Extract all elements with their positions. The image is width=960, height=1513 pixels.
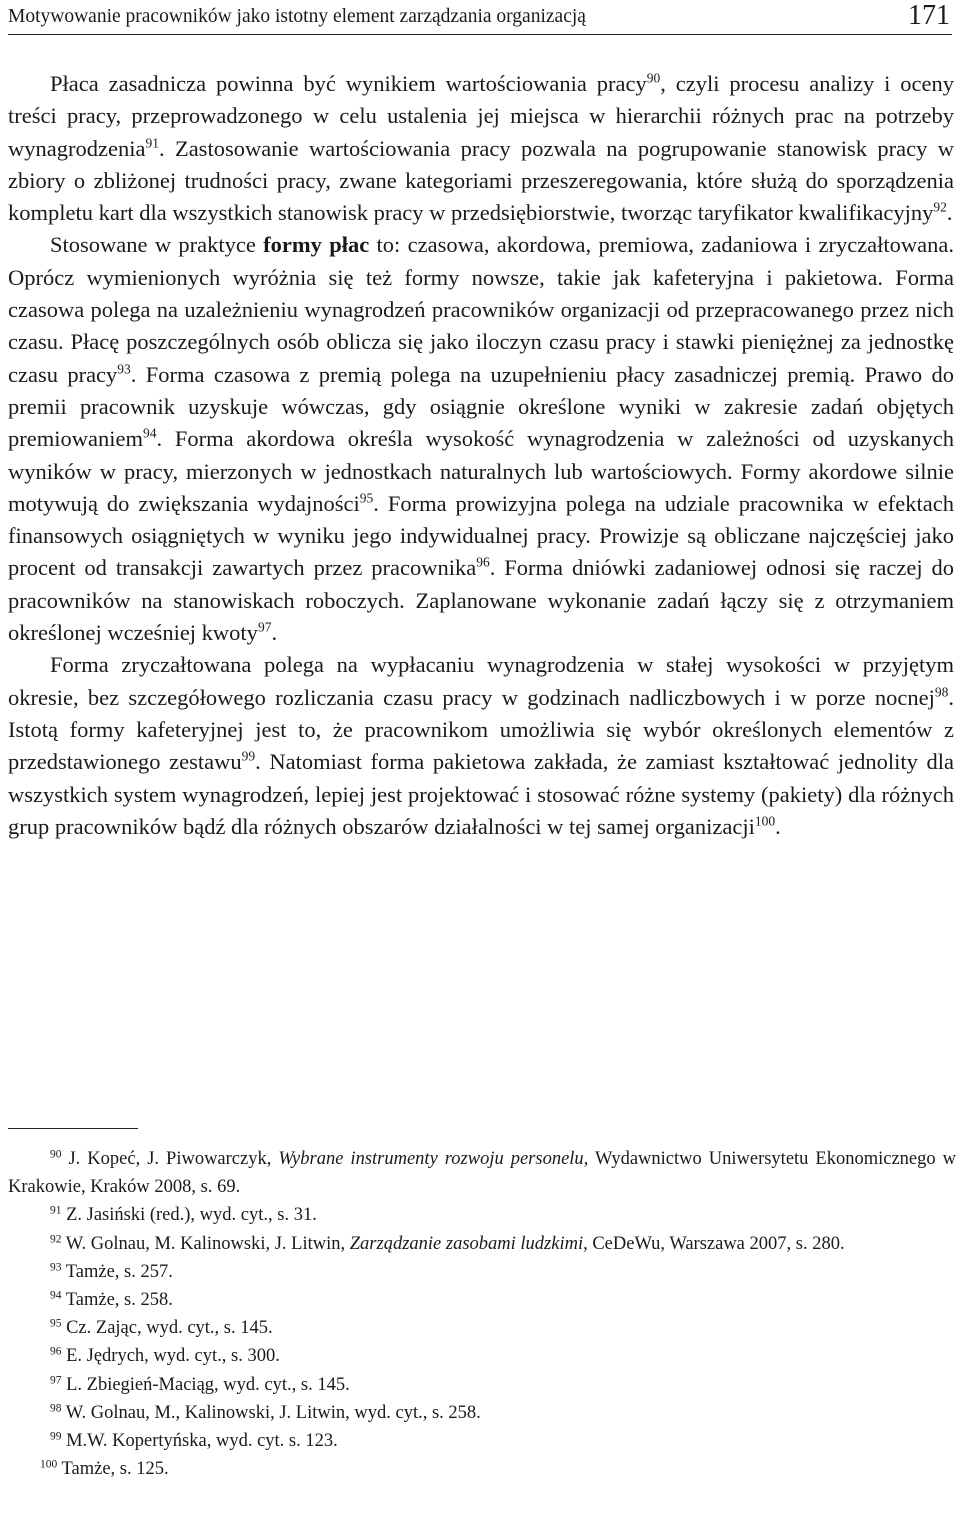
- footnote-number: 96: [50, 1346, 62, 1359]
- text-run: . Istotą formy kafeteryjnej jest to, że pracownikom umożliwia się wybór określonych elementów z przedstawionego zestawu: [8, 684, 954, 775]
- footnote-book-title: Zarządzanie zasobami ludzkimi: [349, 1233, 584, 1254]
- footnotes: [8, 1145, 956, 1483]
- paragraph-2: [8, 229, 954, 649]
- footnote-number: 93: [50, 1261, 62, 1274]
- footnote-100: [8, 1455, 956, 1483]
- footnote-number: 98: [50, 1402, 62, 1415]
- footnote-number: 95: [50, 1317, 62, 1330]
- text-run: . Forma dniówki zadaniowej odnosi się raczej do pracowników na stanowiskach roboczych. Zaplanowane wykonanie zadań łączy się z otrzymaniem określonej wcześniej kwoty: [8, 555, 954, 646]
- text-run: Płaca zasadnicza powinna być wynikiem wartościowania pracy: [50, 71, 647, 96]
- footnote-ref-97[interactable]: 97: [257, 619, 272, 635]
- footnote-93: [8, 1258, 956, 1286]
- footnote-text: Z. Jasiński (red.), wyd. cyt., s. 31.: [61, 1205, 317, 1226]
- footnote-text: W. Golnau, M. Kalinowski, J. Litwin,: [61, 1233, 350, 1254]
- main-text: [8, 68, 954, 843]
- footnote-97: [8, 1371, 956, 1399]
- footnote-number: 99: [50, 1430, 62, 1443]
- footnote-text: M.W. Kopertyńska, wyd. cyt. s. 123.: [61, 1431, 338, 1452]
- footnote-ref-98[interactable]: 98: [934, 684, 949, 700]
- footnote-number: 97: [50, 1374, 62, 1387]
- footnote-ref-90[interactable]: 90: [646, 70, 661, 86]
- footnote-98: [8, 1399, 956, 1427]
- footnote-text: Tamże, s. 125.: [57, 1459, 169, 1480]
- footnote-separator: [8, 1128, 138, 1129]
- footnote-90: [8, 1145, 956, 1201]
- page-header: [8, 0, 952, 35]
- footnote-text: E. Jędrych, wyd. cyt., s. 300.: [61, 1346, 280, 1367]
- bold-term: formy płac: [263, 232, 370, 258]
- footnote-number: 91: [50, 1205, 62, 1218]
- footnote-ref-94[interactable]: 94: [142, 425, 157, 441]
- paragraph-3: [8, 649, 954, 843]
- text-run: .: [775, 813, 781, 839]
- text-run: . Forma akordowa określa wysokość wynagrodzenia w zależności od uzyskanych wyników w pracy, mierzonych w jednostkach naturalnych lub wartościowych. Formy akordowe silnie motywują do zwiększania wydajności: [8, 426, 954, 516]
- footnote-95: [8, 1314, 956, 1342]
- footnote-94: [8, 1286, 956, 1314]
- text-run: . Zastosowanie wartościowania pracy pozwala na pogrupowanie stanowisk pracy w zbiory o zbliżonej trudności pracy, zwane kategoriami przeszeregowania, które służą do sporządzenia kompletu kart dla wszystkich stanowisk pracy w przedsiębiorstwie, tworząc taryfikator kwalifikacyjny: [8, 135, 954, 226]
- footnote-96: [8, 1342, 956, 1370]
- text-run: .: [946, 200, 953, 226]
- footnote-91: [8, 1201, 956, 1229]
- text-run: . Forma prowizyjna polega na udziale pracownika w efektach finansowych osiągniętych w wyniku jego indywidualnej pracy. Prowizje są obliczane najczęściej jako procent od transakcji zawartych przez pracownika: [8, 490, 954, 581]
- footnote-text: Tamże, s. 258.: [61, 1290, 173, 1311]
- text-run: Stosowane w praktyce: [50, 232, 264, 258]
- footnote-ref-99[interactable]: 99: [241, 748, 256, 764]
- footnote-text: , CeDeWu, Warszawa 2007, s. 280.: [583, 1233, 845, 1254]
- running-title: Motywowanie pracowników jako istotny element zarządzania organizacją: [8, 6, 586, 27]
- footnote-ref-92[interactable]: 92: [933, 199, 947, 215]
- footnote-text: , Wydawnictwo Uniwersytetu Ekonomicznego w Krakowie, Kraków 2008, s. 69.: [8, 1149, 956, 1198]
- footnote-ref-95[interactable]: 95: [359, 490, 374, 506]
- footnote-ref-96[interactable]: 96: [476, 555, 490, 571]
- footnote-text: J. Kopeć, J. Piwowarczyk,: [61, 1149, 279, 1169]
- footnote-text: L. Zbiegień-Maciąg, wyd. cyt., s. 145.: [61, 1374, 350, 1395]
- footnote-92: [8, 1230, 956, 1258]
- footnote-number: 100: [40, 1458, 58, 1471]
- text-run: . Forma czasowa z premią polega na uzupełnieniu płacy zasadniczej premią. Prawo do premii pracownik uzyskuje wówczas, gdy osiągnie określone wyniki w zakresie zadań objętych premiowaniem: [8, 361, 955, 452]
- footnote-ref-91[interactable]: 91: [145, 135, 159, 151]
- text-run: . Natomiast forma pakietowa zakłada, że zamiast kształtować jednolity dla wszystkich system wynagrodzeń, lepiej jest projektować i stosować różne systemy (pakiety) dla różnych grup pracowników bądź dla różnych obszarów działalności w tej samej organizacji: [8, 749, 954, 839]
- text-run: .: [271, 620, 278, 646]
- footnote-number: 94: [50, 1289, 62, 1302]
- footnote-text: Cz. Zając, wyd. cyt., s. 145.: [61, 1318, 273, 1339]
- footnote-ref-100[interactable]: 100: [754, 813, 776, 829]
- footnote-number: 92: [50, 1233, 62, 1246]
- footnote-ref-93[interactable]: 93: [117, 361, 131, 377]
- footnote-99: [8, 1427, 956, 1455]
- text-run: Forma zryczałtowana polega na wypłacaniu wynagrodzenia w stałej wysokości w przyjętym okresie, bez szczegółowego rozliczania czasu pracy w godzinach nadliczbowych i w porze nocnej: [8, 652, 954, 710]
- footnote-text: Tamże, s. 257.: [61, 1261, 173, 1282]
- footnote-book-title: Wybrane instrumenty rozwoju personelu: [278, 1149, 584, 1169]
- footnote-number: 90: [50, 1148, 62, 1161]
- footnote-text: W. Golnau, M., Kalinowski, J. Litwin, wyd. cyt., s. 258.: [61, 1402, 481, 1423]
- page-number: 171: [908, 0, 950, 31]
- text-run: , czyli procesu analizy i oceny treści pracy, przeprowadzonego w celu ustalenia jej miejsca w hierarchii różnych prac na potrzeby wynagrodzenia: [8, 71, 955, 161]
- text-run: to: czasowa, akordowa, premiowa, zadaniowa i zryczałtowana. Oprócz wymienionych wyróżnia się też formy nowsze, takie jak kafeteryjna i pakietowa. Forma czasowa polega na uzależnieniu wynagrodzeń pracowników organizacji od przepracowanego przez nich czasu. Płacę poszczególnych osób oblicza się jako iloczyn czasu pracy i stawki pieniężnej za jednostkę czasu pracy: [8, 232, 954, 387]
- paragraph-1: [8, 68, 954, 229]
